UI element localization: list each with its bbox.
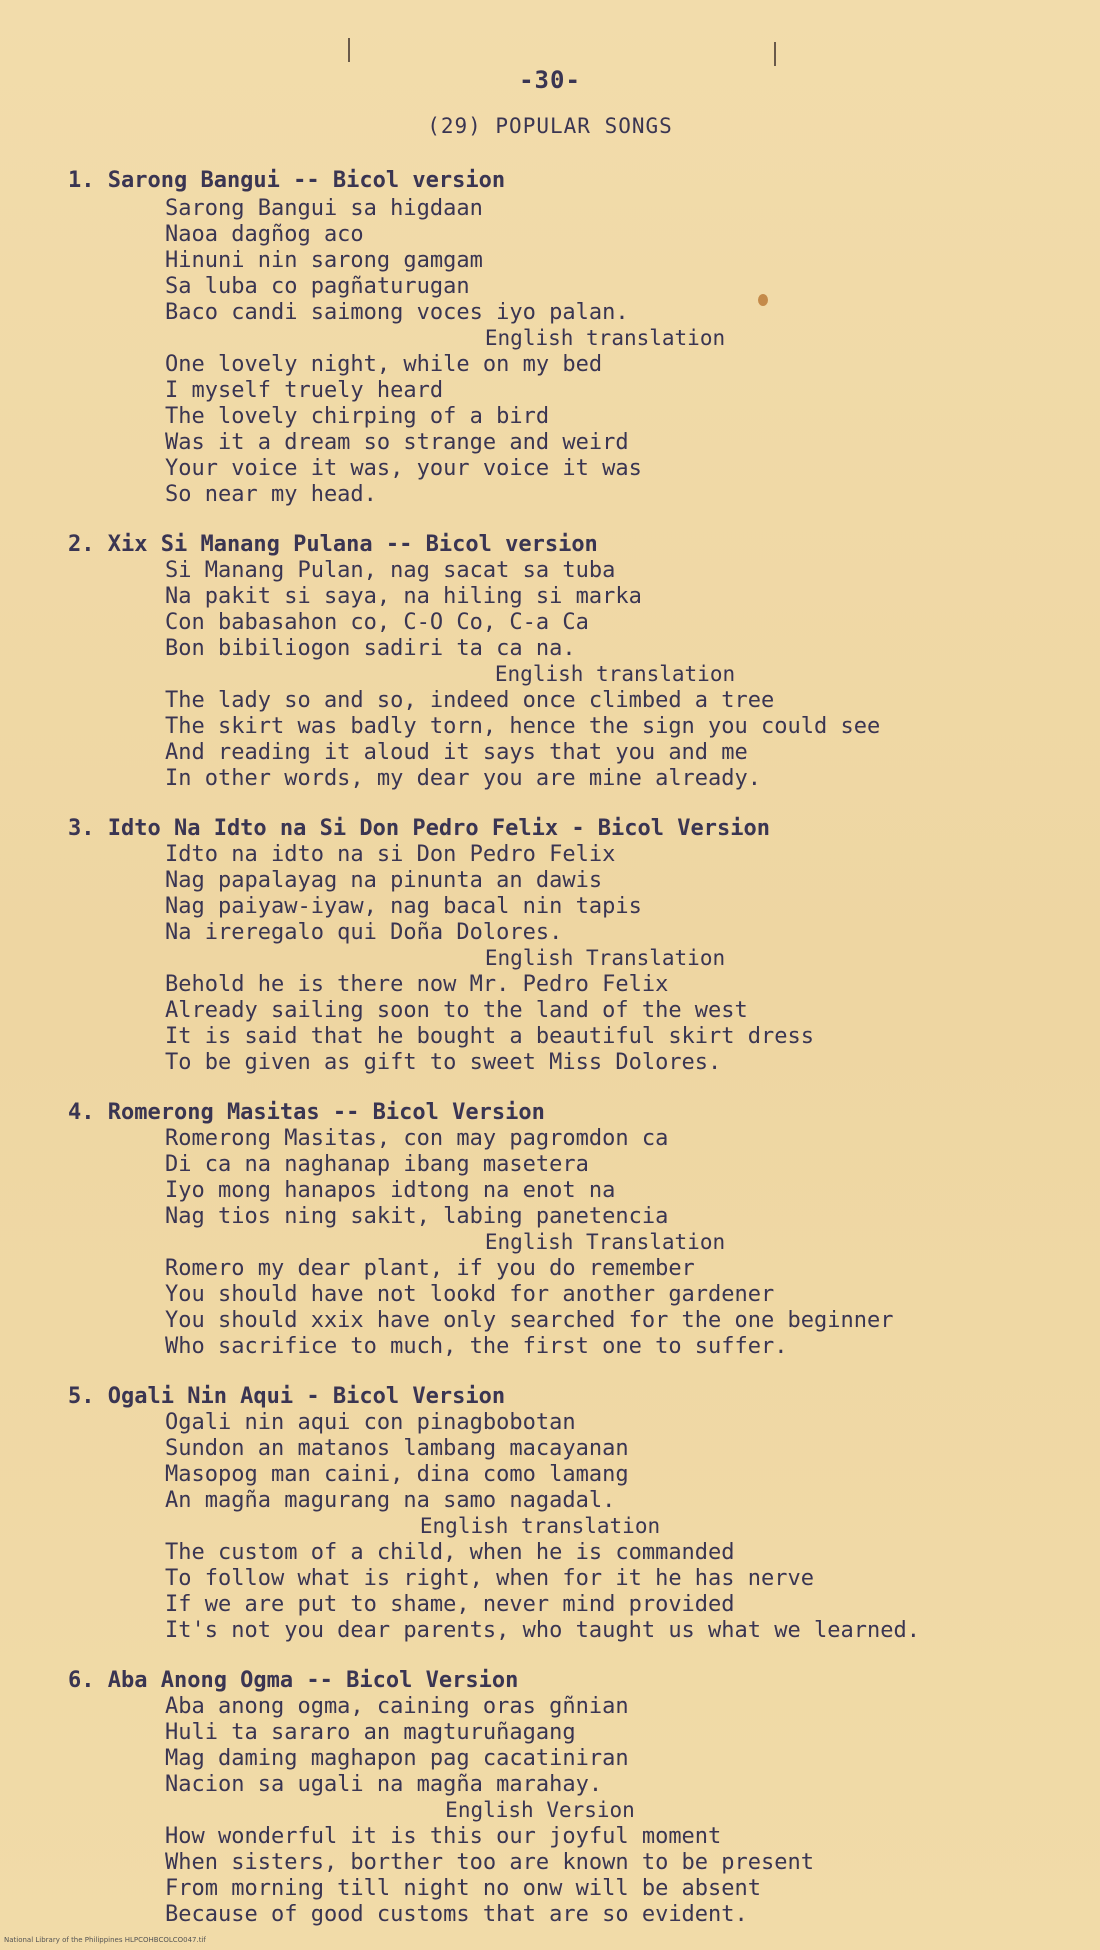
song-line: Mag daming maghapon pag cacatiniran: [165, 1746, 629, 1771]
translation-line: The skirt was badly torn, hence the sign you could see: [165, 714, 881, 739]
translation-line: The custom of a child, when he is commanded: [165, 1540, 735, 1565]
song-line: Aba anong ogma, caining oras gñnian: [165, 1694, 629, 1719]
page-number: -30-: [519, 66, 581, 94]
song-line: Masopog man caini, dina como lamang: [165, 1462, 629, 1487]
song-line: Hinuni nin sarong gamgam: [165, 248, 483, 273]
translation-line: So near my head.: [165, 482, 377, 507]
translation-line: Already sailing soon to the land of the west: [165, 998, 748, 1023]
song-line: Na pakit si saya, na hiling si marka: [165, 584, 642, 609]
translation-line: You should xxix have only searched for the one beginner: [165, 1308, 894, 1333]
song-line: Sa luba co pagñaturugan: [165, 274, 470, 299]
song-line: Si Manang Pulan, nag sacat sa tuba: [165, 558, 616, 583]
translation-label: English Translation: [484, 946, 726, 970]
translation-line: You should have not lookd for another gardener: [165, 1282, 775, 1307]
translation-line: The lovely chirping of a bird: [165, 404, 550, 429]
translation-line: To follow what is right, when for it he has nerve: [165, 1566, 815, 1591]
song-title: 5. Ogali Nin Aqui - Bicol Version: [68, 1384, 506, 1409]
translation-line: To be given as gift to sweet Miss Dolores.: [165, 1050, 722, 1075]
song-line: Nag paiyaw-iyaw, nag bacal nin tapis: [165, 894, 642, 919]
margin-mark: [774, 42, 776, 66]
translation-line: Your voice it was, your voice it was: [165, 456, 642, 481]
translation-label: English translation: [494, 662, 736, 686]
translation-line: From morning till night no onw will be absent: [165, 1876, 762, 1901]
song-line: Iyo mong hanapos idtong na enot na: [165, 1178, 616, 1203]
translation-line: It is said that he bought a beautiful skirt dress: [165, 1024, 815, 1049]
song-line: Con babasahon co, C-O Co, C-a Ca: [165, 610, 589, 635]
translation-label: English translation: [484, 326, 726, 350]
song-title: 6. Aba Anong Ogma -- Bicol Version: [68, 1668, 519, 1693]
song-title: 1. Sarong Bangui -- Bicol version: [68, 168, 506, 193]
translation-line: Was it a dream so strange and weird: [165, 430, 629, 455]
song-title: 4. Romerong Masitas -- Bicol Version: [68, 1100, 545, 1125]
song-line: Naoa dagñog aco: [165, 222, 364, 247]
song-line: Nacion sa ugali na magña marahay.: [165, 1772, 603, 1797]
song-line: Sundon an matanos lambang macayanan: [165, 1436, 629, 1461]
song-line: Idto na idto na si Don Pedro Felix: [165, 842, 616, 867]
translation-line: I myself truely heard: [165, 378, 444, 403]
song-line: Nag papalayag na pinunta an dawis: [165, 868, 603, 893]
song-title: 2. Xix Si Manang Pulana -- Bicol version: [68, 532, 598, 557]
translation-label: English Translation: [484, 1230, 726, 1254]
translation-line: When sisters, borther too are known to be present: [165, 1850, 815, 1875]
song-line: An magña magurang na samo nagadal.: [165, 1488, 616, 1513]
translation-line: Behold he is there now Mr. Pedro Felix: [165, 972, 669, 997]
translation-line: Who sacrifice to much, the first one to suffer.: [165, 1334, 788, 1359]
translation-line: And reading it aloud it says that you and me: [165, 740, 748, 765]
translation-line: How wonderful it is this our joyful moment: [165, 1824, 722, 1849]
translation-line: The lady so and so, indeed once climbed a tree: [165, 688, 775, 713]
song-line: Na ireregalo qui Doña Dolores.: [165, 920, 563, 945]
translation-line: It's not you dear parents, who taught us what we learned.: [165, 1618, 920, 1643]
translation-line: Romero my dear plant, if you do remember: [165, 1256, 695, 1281]
page-title: (29) POPULAR SONGS: [427, 114, 673, 138]
margin-mark: [348, 38, 350, 62]
scan-footer: National Library of the Philippines HLPCOHBCOLCO047.tif: [4, 1936, 206, 1944]
translation-line: One lovely night, while on my bed: [165, 352, 603, 377]
song-line: Nag tios ning sakit, labing panetencia: [165, 1204, 669, 1229]
song-line: Ogali nin aqui con pinagbobotan: [165, 1410, 576, 1435]
translation-line: If we are put to shame, never mind provided: [165, 1592, 735, 1617]
song-line: Bon bibiliogon sadiri ta ca na.: [165, 636, 576, 661]
translation-label: English translation: [419, 1514, 661, 1538]
song-line: Huli ta sararo an magturuñagang: [165, 1720, 576, 1745]
song-line: Baco candi saimong voces iyo palan.: [165, 300, 629, 325]
song-title: 3. Idto Na Idto na Si Don Pedro Felix - Bicol Version: [68, 816, 770, 841]
translation-label: English Version: [445, 1798, 635, 1822]
song-line: Romerong Masitas, con may pagromdon ca: [165, 1126, 669, 1151]
song-line: Di ca na naghanap ibang masetera: [165, 1152, 589, 1177]
translation-line: Because of good customs that are so evident.: [165, 1902, 748, 1927]
paper-stain: [758, 294, 768, 306]
translation-line: In other words, my dear you are mine already.: [165, 766, 762, 791]
song-line: Sarong Bangui sa higdaan: [165, 196, 483, 221]
